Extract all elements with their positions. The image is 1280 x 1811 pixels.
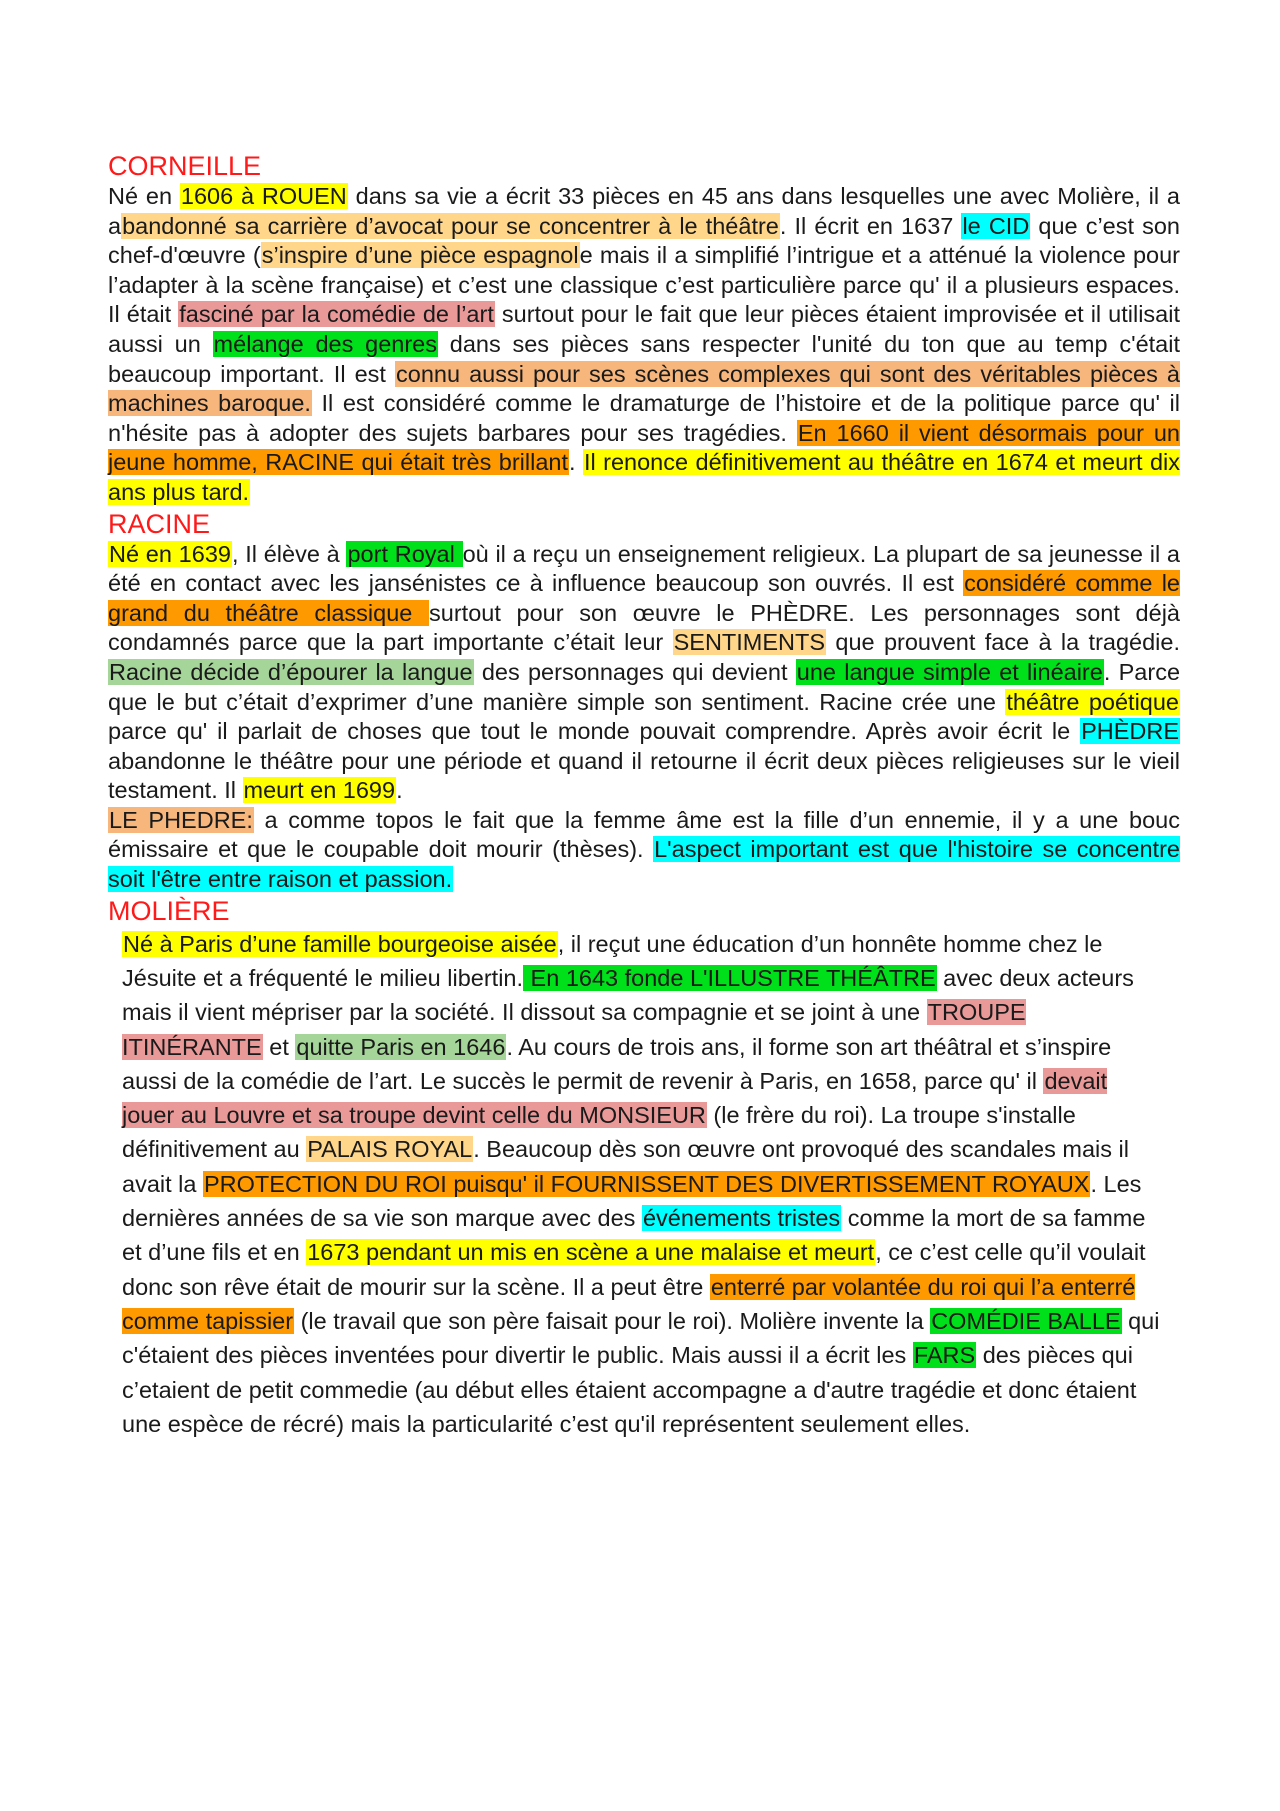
text-run: . Au cours de trois ans, il forme son art théâtral et s’inspire aussi de la comédie de l’art. Le succès le permit de revenir à Paris, en 1658, parce qu' il [122, 1033, 1112, 1094]
highlighted-text: Né en 1639 [109, 540, 231, 567]
highlighted-text: mélange des genres [213, 330, 437, 357]
text-run: que prouvent face à la tragédie. [826, 629, 1180, 656]
text-run: , il reçut une éducation d’un honnête homme chez le Jésuite et a fréquenté le milieu libertin. [122, 930, 1103, 991]
highlighted-text: L'aspect important est que l'histoire se concentre soit l'être entre raison et passion. [108, 836, 1180, 893]
highlighted-text: SENTIMENTS [673, 629, 826, 656]
document-content [108, 150, 1180, 1441]
highlighted-text: TROUPE ITINÉRANTE [122, 999, 1026, 1060]
text-run: . [396, 777, 403, 804]
text-run: (le frère du roi). La troupe s'installe définitivement au [122, 1102, 1076, 1163]
text-run: surtout pour son œuvre le PHÈDRE. Les personnages sont déjà condamnés parce que la part importante c’était leur [108, 599, 1180, 656]
highlighted-text: FARS [913, 1342, 976, 1369]
section-heading-corneille: CORNEILLE [108, 151, 262, 181]
paragraph [108, 927, 1162, 1441]
text-run: Né en [108, 183, 180, 209]
text-run: parce qu' il parlait de choses que tout le monde pouvait comprendre. Après avoir écrit le [108, 718, 1081, 745]
highlighted-text: PALAIS ROYAL [307, 1136, 473, 1163]
highlighted-text: LE PHEDRE: [109, 806, 253, 833]
highlighted-text: meurt en 1699 [243, 777, 396, 804]
text-run: a comme topos le fait que la femme âme est la fille d’un ennemie, il y a une bouc émissaire et que le coupable doit mourir (thèses). [108, 806, 1180, 863]
highlighted-text: le CID [962, 212, 1030, 239]
highlighted-text: fasciné par la comédie de l’art [179, 301, 494, 328]
highlighted-text: En 1643 fonde L'ILLUSTRE THÉÂTRE [524, 964, 936, 991]
text-run: surtout pour le fait que leur pièces étaient improvisée et il utilisait aussi un [108, 301, 1180, 357]
paragraph [108, 540, 1180, 806]
text-run: comme la mort de sa famme et d’une fils et en [122, 1205, 1146, 1266]
highlighted-text: 1606 à ROUEN [180, 183, 347, 209]
text-run: . Parce que le but c’était d’exprimer d’une manière simple son sentiment. Racine crée une [108, 658, 1181, 715]
text-run: . Les dernières années de sa vie son marque avec des [122, 1170, 1142, 1232]
highlighted-text: considéré comme le grand du théâtre classique [108, 570, 1180, 626]
highlighted-text: bandonné sa carrière d’avocat pour se concentrer à le théâtre [122, 212, 779, 239]
highlighted-text: PROTECTION DU ROI puisqu' il FOURNISSENT DES DIVERTISSEMENT ROYAUX [204, 1170, 1090, 1197]
highlighted-text: Il renonce définitivement au théâtre en 1674 et meurt dix ans plus tard. [108, 449, 1180, 505]
highlighted-text: Né à Paris d’une famille bourgeoise aisée [123, 930, 557, 957]
text-run: . [568, 449, 583, 476]
highlighted-text: PHÈDRE [1081, 718, 1179, 745]
paragraph [108, 806, 1180, 895]
highlighted-text: En 1660 il vient désormais pour un jeune homme, RACINE qui était très brillant [108, 419, 1180, 476]
highlighted-text: port Royal [347, 540, 462, 567]
section-heading-racine: RACINE [108, 508, 211, 539]
text-run: , ce c’est celle qu’il voulait donc son rêve était de mourir sur la scène. Il a peut être [122, 1239, 1146, 1300]
text-run: e mais il a simplifié l’intrigue et a atténué la violence pour l’adapter à la scène française) et c’est une classique c’est particulière parce qu' il a plusieurs espaces. Il était [108, 242, 1181, 328]
highlighted-text: Racine décide d’épourer la langue [109, 658, 473, 685]
text-run: où il a reçu un enseignement religieux. La plupart de sa jeunesse il a été en contact avec les jansénistes ce à influence beaucoup son ouvrés. Il est [108, 540, 1180, 597]
text-run: que c’est son chef-d'œuvre ( [108, 212, 1180, 269]
highlighted-text: quitte Paris en 1646 [296, 1033, 506, 1060]
text-run: dans ses pièces sans respecter l'unité du ton que au temp c'était beaucoup important. Il est [108, 330, 1181, 387]
text-run: Il est considéré comme le dramaturge de l’histoire et de la politique parce qu' il n'hésite pas à adopter des sujets barbares pour ses tragédies. [108, 390, 1180, 446]
text-run: abandonne le théâtre pour une période et quand il retourne il écrit deux pièces religieuses sur le vieil testament. Il [108, 747, 1180, 804]
text-run: , Il élève à [231, 540, 347, 567]
text-run: des pièces qui c’etaient de petit commedie (au début elles étaient accompagne a d'autre tragédie et donc étaient une espèce de récré) mais la particularité c’est qu'il représentent seulement elles. [122, 1342, 1137, 1437]
text-run: . Il écrit en 1637 [779, 212, 962, 239]
text-run: dans sa vie a écrit 33 pièces en 45 ans dans lesquelles une avec Molière, il a a [108, 183, 1180, 239]
text-run: (le travail que son père faisait pour le roi). Molière invente la [294, 1307, 931, 1334]
highlighted-text: COMÉDIE BALLE [931, 1307, 1121, 1334]
paragraph [108, 182, 1180, 508]
highlighted-text: devait jouer au Louvre et sa troupe devint celle du MONSIEUR [122, 1067, 1108, 1129]
highlighted-text: théâtre poétique [1006, 688, 1179, 715]
text-run: des personnages qui devient [473, 658, 796, 685]
highlighted-text: 1673 pendant un mis en scène a une malaise et meurt [307, 1239, 875, 1266]
text-run: . Beaucoup dès son œuvre ont provoqué des scandales mais il avait la [122, 1136, 1129, 1197]
highlighted-text: enterré par volantée du roi qui l’a enterré comme tapissier [122, 1273, 1136, 1334]
highlighted-text: une langue simple et linéaire [796, 658, 1103, 685]
text-run: et [262, 1033, 296, 1060]
highlighted-text: s’inspire d’une pièce espagnol [261, 242, 579, 269]
highlighted-text: événements tristes [642, 1205, 841, 1232]
section-heading-molière: MOLIÈRE [108, 895, 230, 926]
text-run: qui c'étaient des pièces inventées pour divertir le public. Mais aussi il a écrit les [122, 1307, 1160, 1369]
text-run: avec deux acteurs mais il vient mépriser par la société. Il dissout sa compagnie et se joint à une [122, 964, 1134, 1026]
highlighted-text: connu aussi pour ses scènes complexes qui sont des véritables pièces à machines baroque. [108, 360, 1180, 417]
